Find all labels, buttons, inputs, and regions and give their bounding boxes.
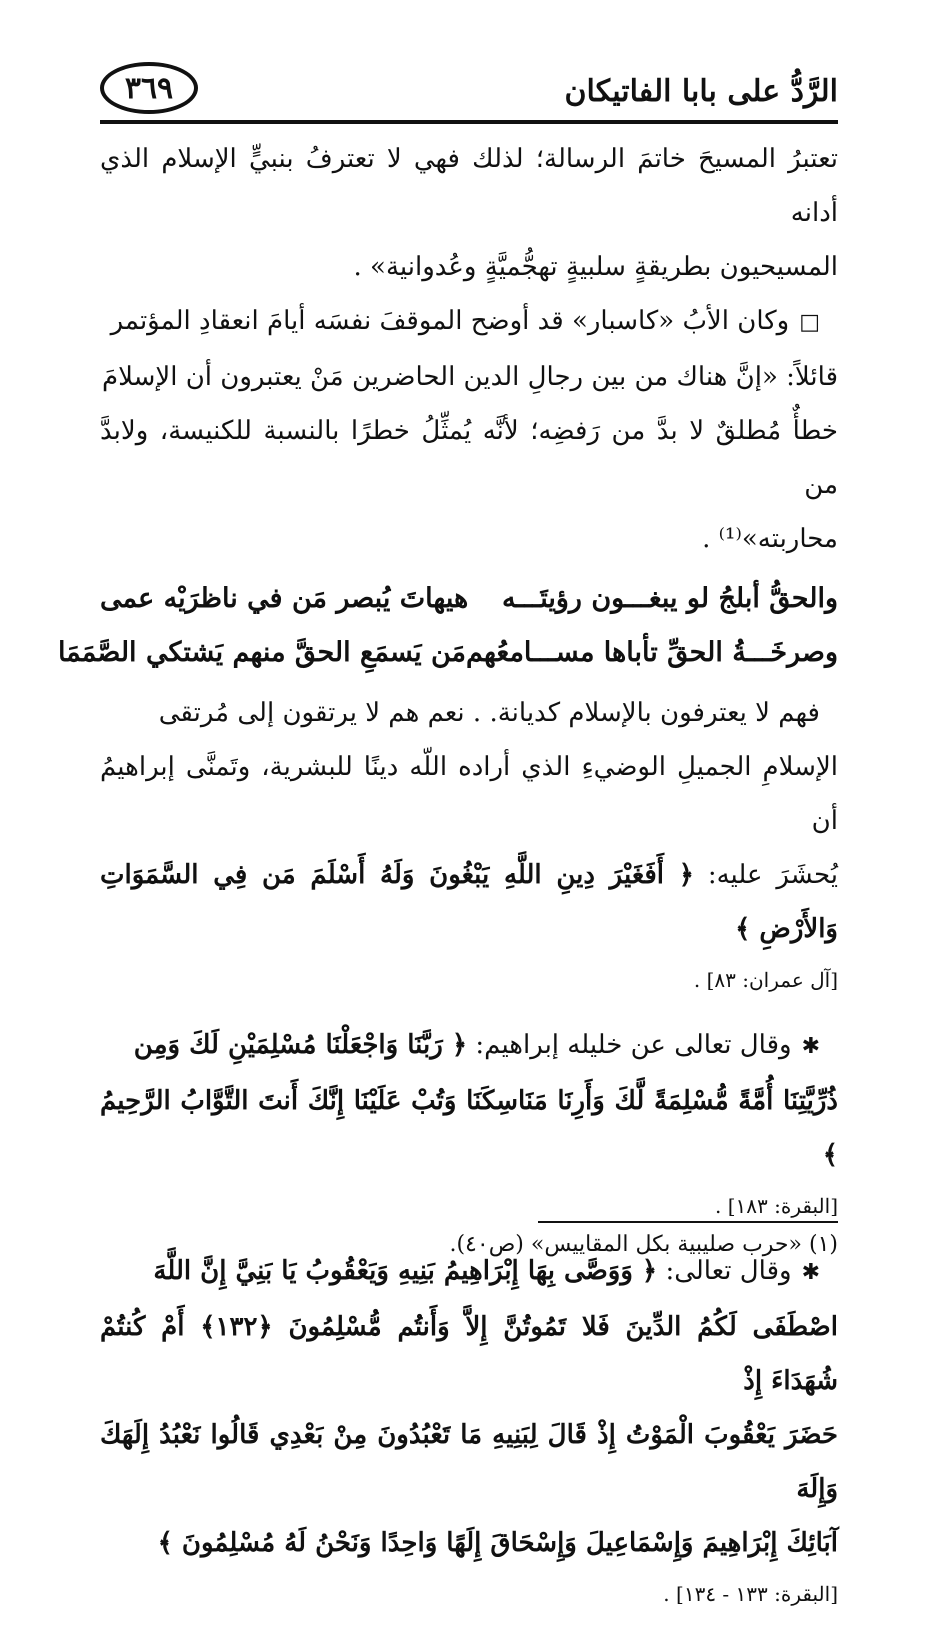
quran-verse: ﴿ وَوَصَّى بِهَا إِبْرَاهِيمُ بَنِيهِ وَيَعْقُوبُ يَا بَنِيَّ إِنَّ اللَّهَ xyxy=(153,1256,658,1286)
quran-verse-line: ذُرِّيَّتِنَا أُمَّةً مُّسْلِمَةً لَّكَ وَأَرِنَا مَنَاسِكَنَا وَتُبْ عَلَيْنَا إِنَّكَ أَنتَ التَّوَّابُ الرَّحِيمُ ﴾ xyxy=(100,1086,838,1170)
page-number: ٣٦٩ xyxy=(100,62,198,114)
paragraph-text: وكان الأبُ «كاسبار» قد أوضح الموقفَ نفسَه أيامَ انعقادِ المؤتمر xyxy=(110,306,790,336)
page-header xyxy=(100,58,838,128)
poem-hemistich-right: والحقُّ أبلجُ لو يبغـــون رؤيتَـــه xyxy=(501,583,838,614)
footnote-rule xyxy=(538,1221,838,1223)
paragraph-line: فهم لا يعترفون بالإسلام كديانة. . نعم هم لا يرتقون إلى مُرتقى xyxy=(158,698,820,728)
star-bullet-icon: ✱ xyxy=(801,1260,820,1285)
paragraph-line: تعتبرُ المسيحَ خاتمَ الرسالة؛ لذلك فهي لا تعترفُ بنبيٍّ الإسلام الذي أدانه xyxy=(100,144,838,228)
verse-reference: [البقرة: ١٣٣ - ١٣٤] . xyxy=(663,1582,838,1606)
paragraph-line: خطأٌ مُطلقٌ لا بدَّ من رَفضِه؛ لأنَّه يُمثِّلُ خطرًا بالنسبة للكنيسة، ولابدَّ من xyxy=(100,416,838,500)
quran-verse: ﴿ أَفَغَيْرَ دِينِ اللَّهِ يَبْغُونَ وَلَهُ أَسْلَمَ مَن فِي السَّمَوَاتِ وَالأَرْضِ ﴾ xyxy=(100,860,838,944)
verse-reference: [آل عمران: ٨٣] . xyxy=(693,968,838,992)
quran-verse-line: حَضَرَ يَعْقُوبَ الْمَوْتُ إِذْ قَالَ لِبَنِيهِ مَا تَعْبُدُونَ مِنْ بَعْدِي قَالُوا نَعْبُدُ إِلَهَكَ وَإِلَهَ xyxy=(100,1420,838,1504)
quran-verse-line: آبَائِكَ إِبْرَاهِيمَ وَإِسْمَاعِيلَ وَإِسْحَاقَ إِلَهًا وَاحِدًا وَنَحْنُ لَهُ مُسْلِمُونَ ﴾ xyxy=(157,1528,838,1558)
paragraph-line xyxy=(100,848,838,956)
poem-hemistich-left: هيهاتَ يُبصر مَن في ناظرَيْه عمى xyxy=(100,583,469,614)
paragraph-text: يُحشَرَ عليه: xyxy=(707,860,838,890)
paragraph-line: الإسلامِ الجميلِ الوضيءِ الذي أراده اللّه دينًا للبشرية، وتَمنَّى إبراهيمُ أن xyxy=(100,752,838,836)
running-title: الرَّدُّ على بابا الفاتيكان xyxy=(564,74,838,109)
paragraph-line: المسيحيون بطريقةٍ سلبيةٍ تهجُّميَّةٍ وعُدوانية» . xyxy=(353,252,838,282)
poem xyxy=(57,572,838,680)
verse-reference: [البقرة: ١٨٣] . xyxy=(715,1194,838,1218)
paragraph-line xyxy=(100,1018,838,1074)
square-bullet-icon: □ xyxy=(799,310,820,335)
paragraph-text: وقال تعالى عن خليله إبراهيم: xyxy=(475,1030,792,1060)
poem-hemistich-right: وصرخَـــةُ الحقِّ تأباها مســـامعُهم xyxy=(466,637,838,668)
poem-verse xyxy=(100,572,838,626)
quran-verse-line: اصْطَفَى لَكُمُ الدِّينَ فَلا تَمُوتُنَّ إِلاَّ وَأَنتُم مُّسْلِمُونَ ﴿١٣٢﴾ أَمْ كُنتُمْ شُهَدَاءَ إِذْ xyxy=(100,1312,838,1396)
header-rule xyxy=(100,120,838,124)
main-text xyxy=(57,132,838,1632)
poem-verse xyxy=(57,626,838,680)
paragraph-line: محاربته»⁽¹⁾ . xyxy=(702,524,838,554)
poem-hemistich-left: مَن يَسمَعِ الحقَّ منهم يَشتكي الصَّمَمَا xyxy=(57,637,466,668)
star-bullet-icon: ✱ xyxy=(801,1034,820,1059)
quran-verse: ﴿ رَبَّنَا وَاجْعَلْنَا مُسْلِمَيْنِ لَكَ وَمِن xyxy=(133,1030,468,1060)
paragraph-text: وقال تعالى: xyxy=(665,1256,792,1286)
paragraph-line xyxy=(100,294,838,350)
footnote: (١) «حرب صليبية بكل المقاييس» (ص٤٠). xyxy=(449,1232,838,1257)
paragraph-line: قائلاً: «إنَّ هناك من بين رجالِ الدين الحاضرين مَنْ يعتبرون أن الإسلامَ xyxy=(101,362,838,392)
